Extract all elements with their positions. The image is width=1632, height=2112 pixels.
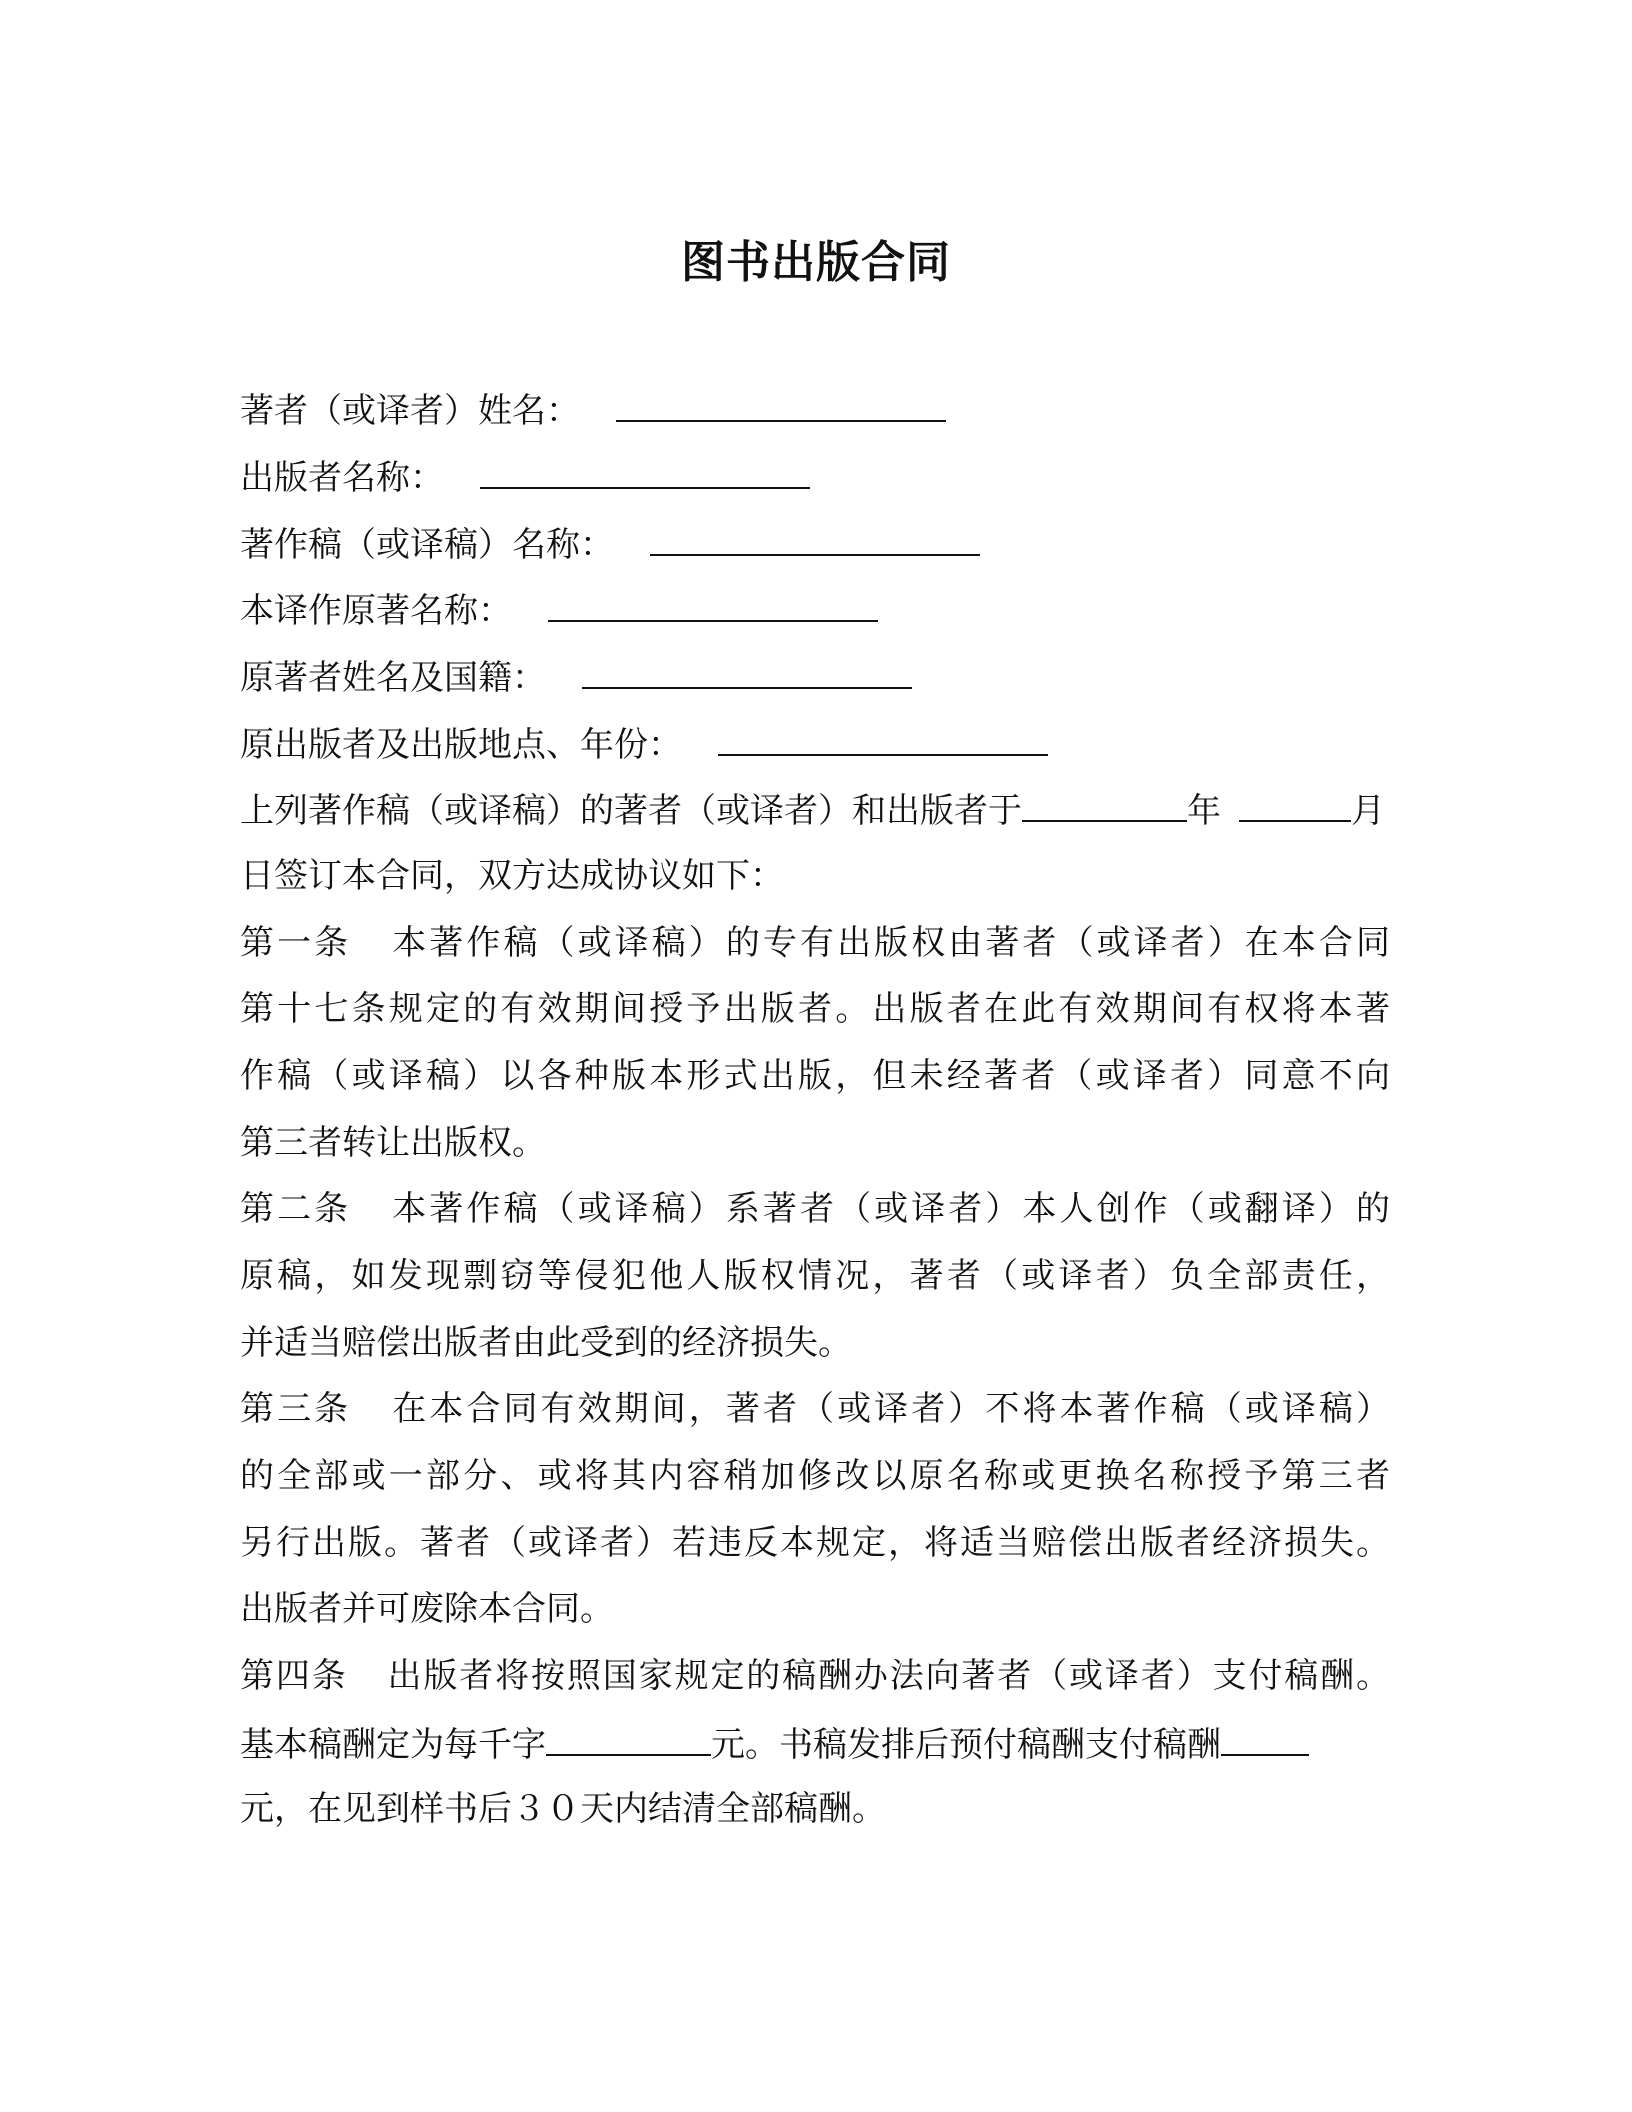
original-author-blank[interactable] [582,653,912,689]
author-name-blank[interactable] [616,386,946,422]
article-1-line-1 [240,920,1390,966]
per-thousand-fee-blank[interactable] [546,1720,711,1756]
original-title-blank[interactable] [548,586,878,622]
article-1-line-3: 作稿（或译稿）以各种版本形式出版，但未经著者（或译者）同意不向 [240,1056,1390,1096]
article-2-line-1 [240,1186,1390,1232]
field-label: 本译作原著名称： [240,591,512,631]
article-4-line-3: 元，在见到样书后３０天内结清全部稿酬。 [240,1789,886,1829]
field-label: 著者（或译者）姓名： [240,391,580,431]
field-original-publisher [240,720,1048,766]
article-1-line-2: 第十七条规定的有效期间授予出版者。出版者在此有效期间有权将本著 [240,989,1390,1029]
article-2-text: 本著作稿（或译稿）系著者（或译者）本人创作（或翻译）的 [389,1189,1391,1229]
year-blank[interactable] [1022,786,1187,822]
article-2-line-3: 并适当赔偿出版者由此受到的经济损失。 [240,1323,852,1363]
article-4-text: 出版者将按照国家规定的稿酬办法向著者（或译者）支付稿酬。 [385,1656,1391,1696]
field-label: 原著者姓名及国籍： [240,658,546,698]
article-3-label: 第三条 [240,1389,352,1429]
intro-text: 上列著作稿（或译稿）的著者（或译者）和出版者于 [240,791,1022,831]
article-3-line-1 [240,1386,1390,1432]
article-3-line-3: 另行出版。著者（或译者）若违反本规定，将适当赔偿出版者经济损失。 [240,1523,1390,1563]
prepay-amount-blank[interactable] [1221,1720,1309,1756]
prepay-text: 元。书稿发排后预付稿酬支付稿酬 [711,1725,1221,1765]
field-original-author [240,653,912,699]
article-1-text: 本著作稿（或译稿）的专有出版权由著者（或译者）在本合同 [389,923,1391,963]
month-label: 月 [1351,791,1385,831]
article-1-label: 第一条 [240,923,352,963]
article-3-line-2: 的全部或一部分、或将其内容稍加修改以原名称或更换名称授予第三者 [240,1456,1390,1496]
article-2-label: 第二条 [240,1189,352,1229]
field-label: 著作稿（或译稿）名称： [240,525,614,565]
document-title: 图书出版合同 [681,237,951,288]
article-3-line-4: 出版者并可废除本合同。 [240,1589,614,1629]
field-manuscript-name [240,520,980,566]
article-4-label: 第四条 [240,1656,348,1696]
article-3-text: 在本合同有效期间，著者（或译者）不将本著作稿（或译稿） [389,1389,1391,1429]
base-fee-text: 基本稿酬定为每千字 [240,1725,546,1765]
article-4-line-2 [240,1720,1309,1766]
intro-line-1 [240,786,1385,832]
publisher-name-blank[interactable] [480,453,810,489]
article-1-line-4: 第三者转让出版权。 [240,1123,546,1163]
field-label: 出版者名称： [240,458,444,498]
intro-line-2: 日签订本合同，双方达成协议如下： [240,856,784,896]
manuscript-name-blank[interactable] [650,520,980,556]
article-4-line-1 [240,1653,1390,1699]
field-original-title [240,586,878,632]
month-blank[interactable] [1239,786,1351,822]
field-author-name [240,386,946,432]
year-label: 年 [1187,791,1221,831]
field-publisher-name [240,453,810,499]
article-2-line-2: 原稿，如发现剽窃等侵犯他人版权情况，著者（或译者）负全部责任， [240,1256,1390,1296]
original-publisher-blank[interactable] [718,720,1048,756]
field-label: 原出版者及出版地点、年份： [240,725,682,765]
